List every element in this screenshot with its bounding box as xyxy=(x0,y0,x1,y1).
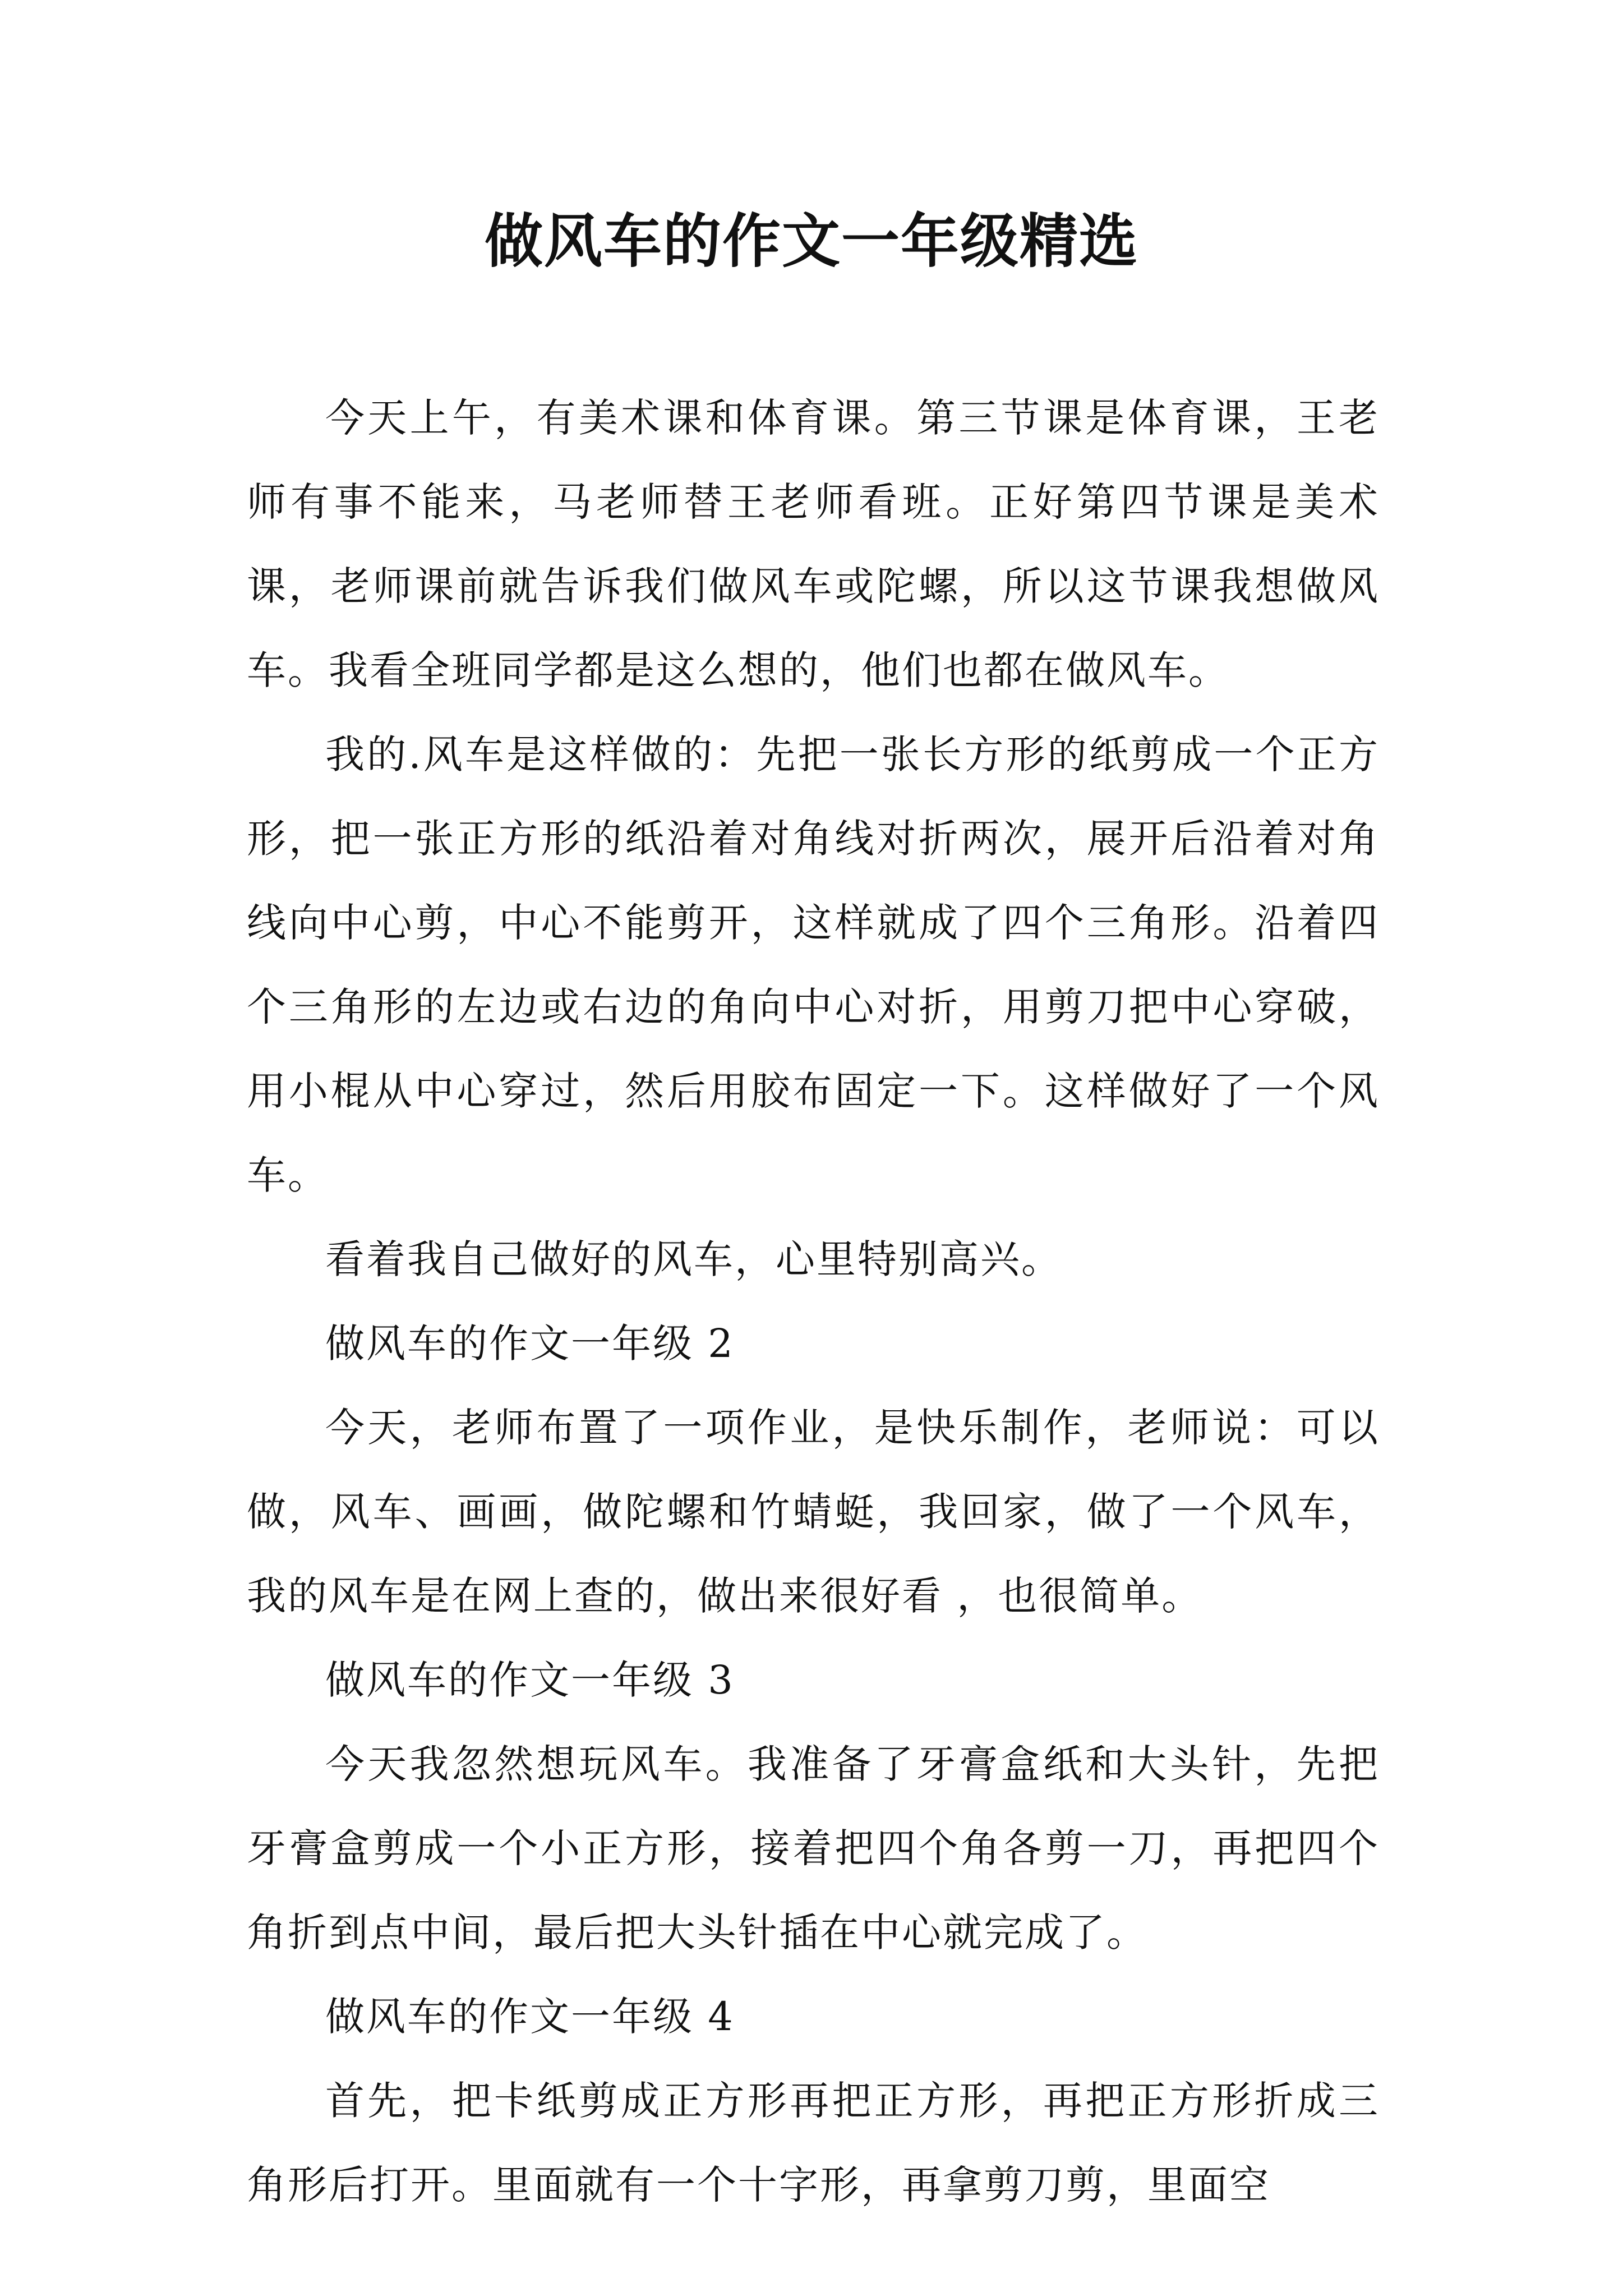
paragraph-5: 今天我忽然想玩风车。我准备了牙膏盒纸和大头针，先把牙膏盒剪成一个小正方形，接着把四个角各剪一刀，再把四个角折到点中间，最后把大头针插在中心就完成了。 xyxy=(247,1741,1380,1955)
paragraph-1: 今天上午，有美术课和体育课。第三节课是体育课，王老师有事不能来，马老师替王老师看班。正好第四节课是美术课，老师课前就告诉我们做风车或陀螺，所以这节课我想做风车。我看全班同学都是这么想的，他们也都在做风车。 xyxy=(247,395,1380,693)
section-heading-3: 做风车的作文一年级 3 xyxy=(325,1657,735,1703)
paragraph-3: 看着我自己做好的风车，心里特别高兴。 xyxy=(325,1236,1062,1282)
section-heading-2: 做风车的作文一年级 2 xyxy=(325,1320,735,1366)
document-body xyxy=(247,376,1380,2227)
paragraph-6: 首先，把卡纸剪成正方形再把正方形，再把正方形折成三角形后打开。里面就有一个十字形，再拿剪刀剪，里面空 xyxy=(247,2078,1380,2208)
document-title: 做风车的作文一年级精选 xyxy=(484,207,1138,275)
section-heading-4: 做风车的作文一年级 4 xyxy=(325,1994,735,2040)
paragraph-4: 今天，老师布置了一项作业，是快乐制作，老师说：可以做，风车、画画，做陀螺和竹蜻蜓，我回家，做了一个风车，我的风车是在网上查的，做出来很好看 ，也很简单。 xyxy=(247,1405,1380,1619)
paragraph-2: 我的.风车是这样做的：先把一张长方形的纸剪成一个正方形，把一张正方形的纸沿着对角线对折两次，展开后沿着对角线向中心剪，中心不能剪开，这样就成了四个三角形。沿着四个三角形的左边或右边的角向中心对折，用剪刀把中心穿破，用小棍从中心穿过，然后用胶布固定一下。这样做好了一个风车。 xyxy=(247,731,1380,1198)
